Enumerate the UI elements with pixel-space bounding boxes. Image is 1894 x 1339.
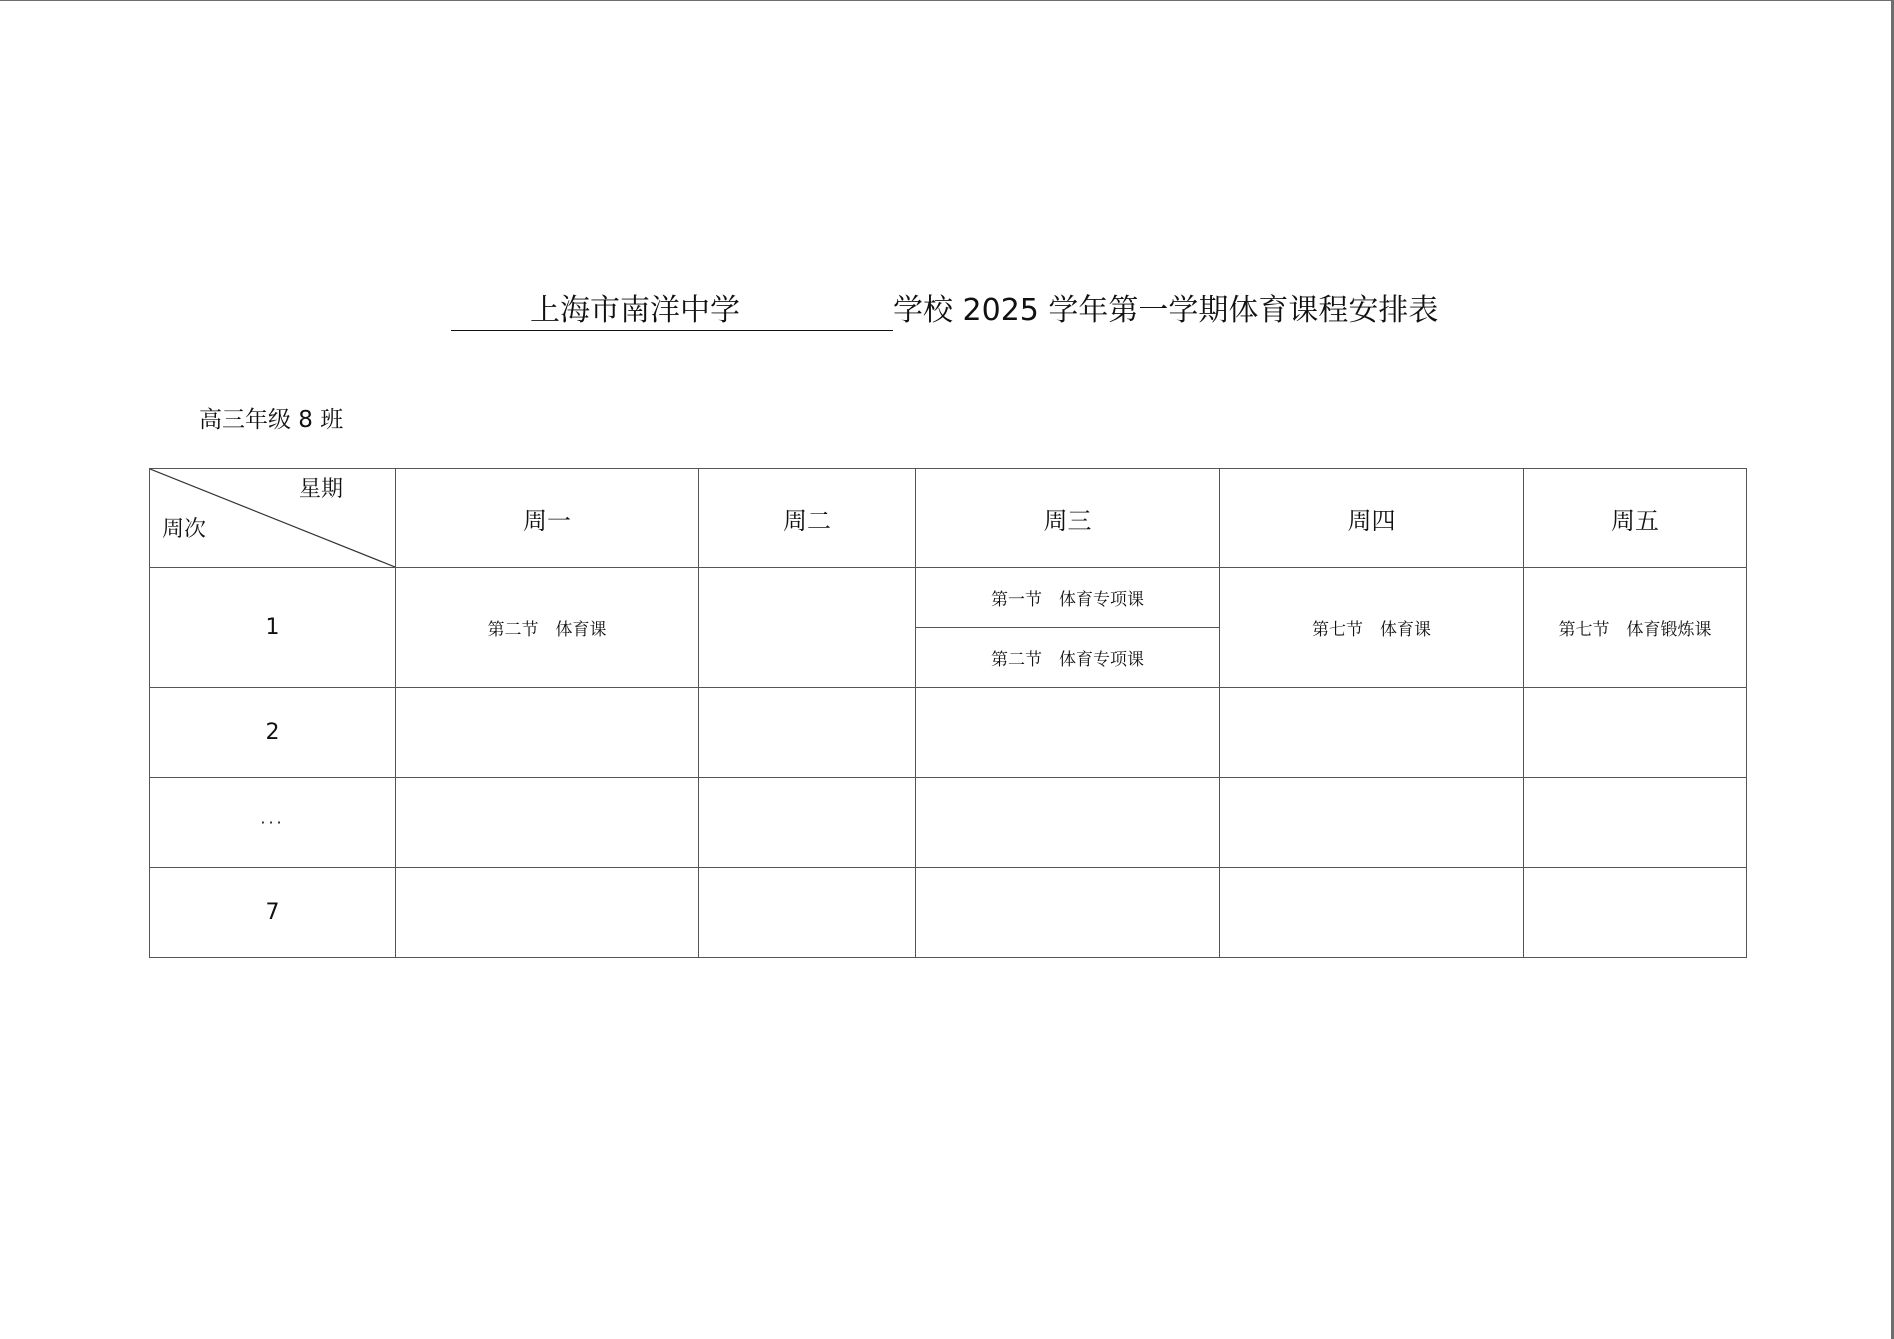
schedule-cell-thu	[1220, 778, 1524, 868]
schedule-cell-mon	[396, 868, 699, 958]
schedule-cell-thu: 第七节 体育课	[1220, 568, 1524, 688]
day-header-wed: 周三	[916, 469, 1220, 568]
school-name: 上海市南洋中学	[530, 293, 740, 328]
table-row	[150, 868, 1747, 958]
schedule-cell-mon: 第二节 体育课	[396, 568, 699, 688]
week-number-cell: 2	[150, 688, 396, 778]
schedule-cell-fri: 第七节 体育锻炼课	[1524, 568, 1747, 688]
schedule-cell-fri	[1524, 688, 1747, 778]
day-header-mon: 周一	[396, 469, 699, 568]
week-number-cell: ···	[150, 778, 396, 868]
day-header-tue: 周二	[699, 469, 916, 568]
schedule-cell-fri	[1524, 778, 1747, 868]
schedule-cell-thu	[1220, 688, 1524, 778]
schedule-cell-wed-period-b: 第二节 体育专项课	[916, 628, 1220, 688]
schedule-cell-tue	[699, 868, 916, 958]
pe-schedule-table	[149, 468, 1747, 958]
table-row	[150, 778, 1747, 868]
schedule-cell-wed	[916, 778, 1220, 868]
table-row	[150, 688, 1747, 778]
schedule-cell-thu	[1220, 868, 1524, 958]
page-border-top	[0, 0, 1894, 1]
schedule-cell-mon	[396, 688, 699, 778]
corner-label-week: 周次	[162, 517, 207, 542]
day-header-fri: 周五	[1524, 469, 1747, 568]
corner-header-cell	[150, 469, 396, 568]
day-header-thu: 周四	[1220, 469, 1524, 568]
document-title	[0, 292, 1894, 340]
schedule-cell-tue	[699, 568, 916, 688]
schedule-cell-wed-period-a: 第一节 体育专项课	[916, 568, 1220, 628]
schedule-cell-wed	[916, 688, 1220, 778]
schedule-cell-tue	[699, 688, 916, 778]
schedule-cell-tue	[699, 778, 916, 868]
week-number-cell: 7	[150, 868, 396, 958]
week-number-cell: 1	[150, 568, 396, 688]
class-label: 高三年级 8 班	[199, 407, 344, 433]
schedule-cell-wed	[916, 868, 1220, 958]
schedule-cell-mon	[396, 778, 699, 868]
header-row	[150, 469, 1747, 568]
table-row	[150, 568, 1747, 628]
corner-label-weekday: 星期	[298, 477, 343, 502]
schedule-cell-fri	[1524, 868, 1747, 958]
title-text: 学校 2025 学年第一学期体育课程安排表	[893, 293, 1439, 328]
